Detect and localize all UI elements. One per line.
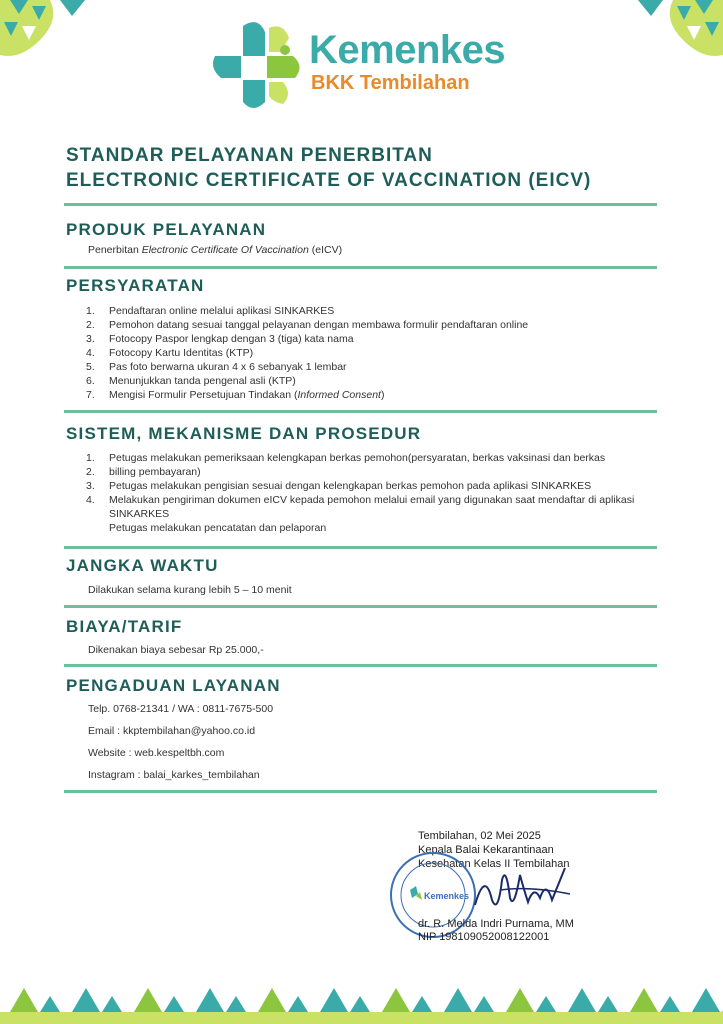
handwritten-signature [470, 860, 580, 920]
title-line-1: STANDAR PELAYANAN PENERBITAN [66, 145, 433, 166]
stamp-text: Kemenkes [424, 891, 470, 901]
produk-text-italic: Electronic Certificate Of Vaccination [141, 244, 309, 256]
list-item-text: Petugas melakukan pengisian sesuai dengan kelengkapan berkas pemohon pada aplikasi SINKARKES [109, 480, 592, 492]
list-item [86, 465, 646, 479]
list-item [86, 360, 528, 374]
list-item-text: Petugas melakukan pencatatan dan pelaporan [109, 522, 327, 534]
footer-motif [382, 988, 410, 1012]
brand-name: Kemenkes [309, 28, 506, 72]
divider [64, 605, 657, 608]
footer-motif [196, 988, 224, 1012]
footer-motif [226, 996, 246, 1012]
contact-website: Website : web.kespeltbh.com [88, 747, 225, 759]
signature-position-1: Kepala Balai Kekarantinaan [418, 844, 554, 856]
signature-position-2: Kesehatan Kelas II Tembilahan [418, 858, 570, 870]
list-item-number: 6. [86, 375, 95, 387]
produk-text [88, 243, 342, 257]
list-item [86, 388, 528, 402]
contact-instagram: Instagram : balai_karkes_tembilahan [88, 769, 260, 781]
list-item [86, 304, 528, 318]
list-item-number: 4. [86, 494, 95, 506]
footer-motif [568, 988, 596, 1012]
list-item-text: ) [380, 389, 385, 401]
list-item [86, 346, 528, 360]
list-item [86, 493, 646, 521]
signature-name: dr. R. Melda Indri Purnama, MM [418, 918, 574, 930]
footer-motif [320, 988, 348, 1012]
footer-motif [72, 988, 100, 1012]
list-item-number: 2. [86, 466, 95, 478]
list-item-number: 4. [86, 347, 95, 359]
list-item-number: 1. [86, 305, 95, 317]
footer-motif [258, 988, 286, 1012]
footer-motif [660, 996, 680, 1012]
produk-text-suffix: (eICV) [308, 244, 343, 256]
divider [64, 410, 657, 413]
footer-ornament [0, 968, 723, 1024]
kemenkes-logo [213, 18, 513, 110]
contact-email: Email : kkptembilahan@yahoo.co.id [88, 725, 256, 737]
list-item-text: billing pembayaran) [109, 466, 201, 478]
footer-motif [350, 996, 370, 1012]
footer-motif [444, 988, 472, 1012]
document-title [66, 143, 666, 193]
list-item-number: 7. [86, 389, 95, 401]
section-heading-jangka: JANGKA WAKTU [66, 556, 219, 575]
persyaratan-list [86, 304, 528, 402]
title-line-2: ELECTRONIC CERTIFICATE OF VACCINATION (EICV) [66, 170, 592, 191]
footer-motif [102, 996, 122, 1012]
footer-motif [630, 988, 658, 1012]
list-item-text: Pendaftaran online melalui aplikasi SINKARKES [109, 305, 335, 317]
list-item-text: Fotocopy Paspor lengkap dengan 3 (tiga) kata nama [109, 333, 354, 345]
footer-motif [474, 996, 494, 1012]
footer-motif [134, 988, 162, 1012]
list-item-number: 3. [86, 480, 95, 492]
list-item-text: Petugas melakukan pemeriksaan kelengkapan berkas pemohon(persyaratan, berkas vaksinasi dan berkas [109, 452, 606, 464]
list-item-text: Mengisi Formulir Persetujuan Tindakan ( [109, 389, 298, 401]
list-item [86, 479, 646, 493]
footer-motif [506, 988, 534, 1012]
produk-text-prefix: Penerbitan [88, 244, 142, 256]
section-heading-pengaduan: PENGADUAN LAYANAN [66, 676, 281, 695]
section-heading-biaya: BIAYA/TARIF [66, 617, 183, 636]
divider [64, 790, 657, 793]
footer-motif [412, 996, 432, 1012]
divider [64, 546, 657, 549]
kemenkes-emblem-icon [213, 18, 303, 110]
list-item-italic: Informed Consent [297, 389, 381, 401]
section-heading-sistem: SISTEM, MEKANISME DAN PROSEDUR [66, 424, 422, 443]
list-item-text: Menunjukkan tanda pengenal asli (KTP) [109, 375, 296, 387]
biaya-text: Dikenakan biaya sebesar Rp 25.000,- [88, 644, 264, 656]
list-item-text: Pemohon datang sesuai tanggal pelayanan dengan membawa formulir pendaftaran online [109, 319, 529, 331]
footer-motif [164, 996, 184, 1012]
list-item-number: 1. [86, 452, 95, 464]
footer-motif [536, 996, 556, 1012]
divider [64, 203, 657, 206]
list-item-text: Fotocopy Kartu Identitas (KTP) [109, 347, 254, 359]
footer-motif [598, 996, 618, 1012]
list-item-text: Melakukan pengiriman dokumen eICV kepada pemohon melalui email yang digunakan saat mendaftar di aplikasi SINKARKES [109, 494, 635, 520]
corner-ornament-right [633, 0, 723, 70]
divider [64, 266, 657, 269]
footer-motif [692, 988, 720, 1012]
corner-ornament-left [0, 0, 90, 70]
brand-subtitle: BKK Tembilahan [311, 72, 470, 94]
divider [64, 664, 657, 667]
signature-nip: NIP 198109052008122001 [418, 931, 550, 943]
list-item-number: 3. [86, 333, 95, 345]
section-heading-produk: PRODUK PELAYANAN [66, 220, 267, 239]
jangka-text: Dilakukan selama kurang lebih 5 – 10 menit [88, 584, 292, 596]
signature-place-date: Tembilahan, 02 Mei 2025 [418, 830, 541, 842]
list-item-text: Pas foto berwarna ukuran 4 x 6 sebanyak 1 lembar [109, 361, 347, 373]
list-item [86, 318, 528, 332]
footer-motif [10, 988, 38, 1012]
list-item-number: 5. [86, 361, 95, 373]
list-item-number: 2. [86, 319, 95, 331]
contact-phone: Telp. 0768-21341 / WA : 0811-7675-500 [88, 703, 274, 715]
section-heading-persyaratan: PERSYARATAN [66, 276, 205, 295]
list-item [86, 521, 646, 535]
footer-motif [40, 996, 60, 1012]
sistem-list [86, 451, 646, 535]
list-item [86, 451, 646, 465]
footer-motif [288, 996, 308, 1012]
list-item [86, 332, 528, 346]
list-item [86, 374, 528, 388]
